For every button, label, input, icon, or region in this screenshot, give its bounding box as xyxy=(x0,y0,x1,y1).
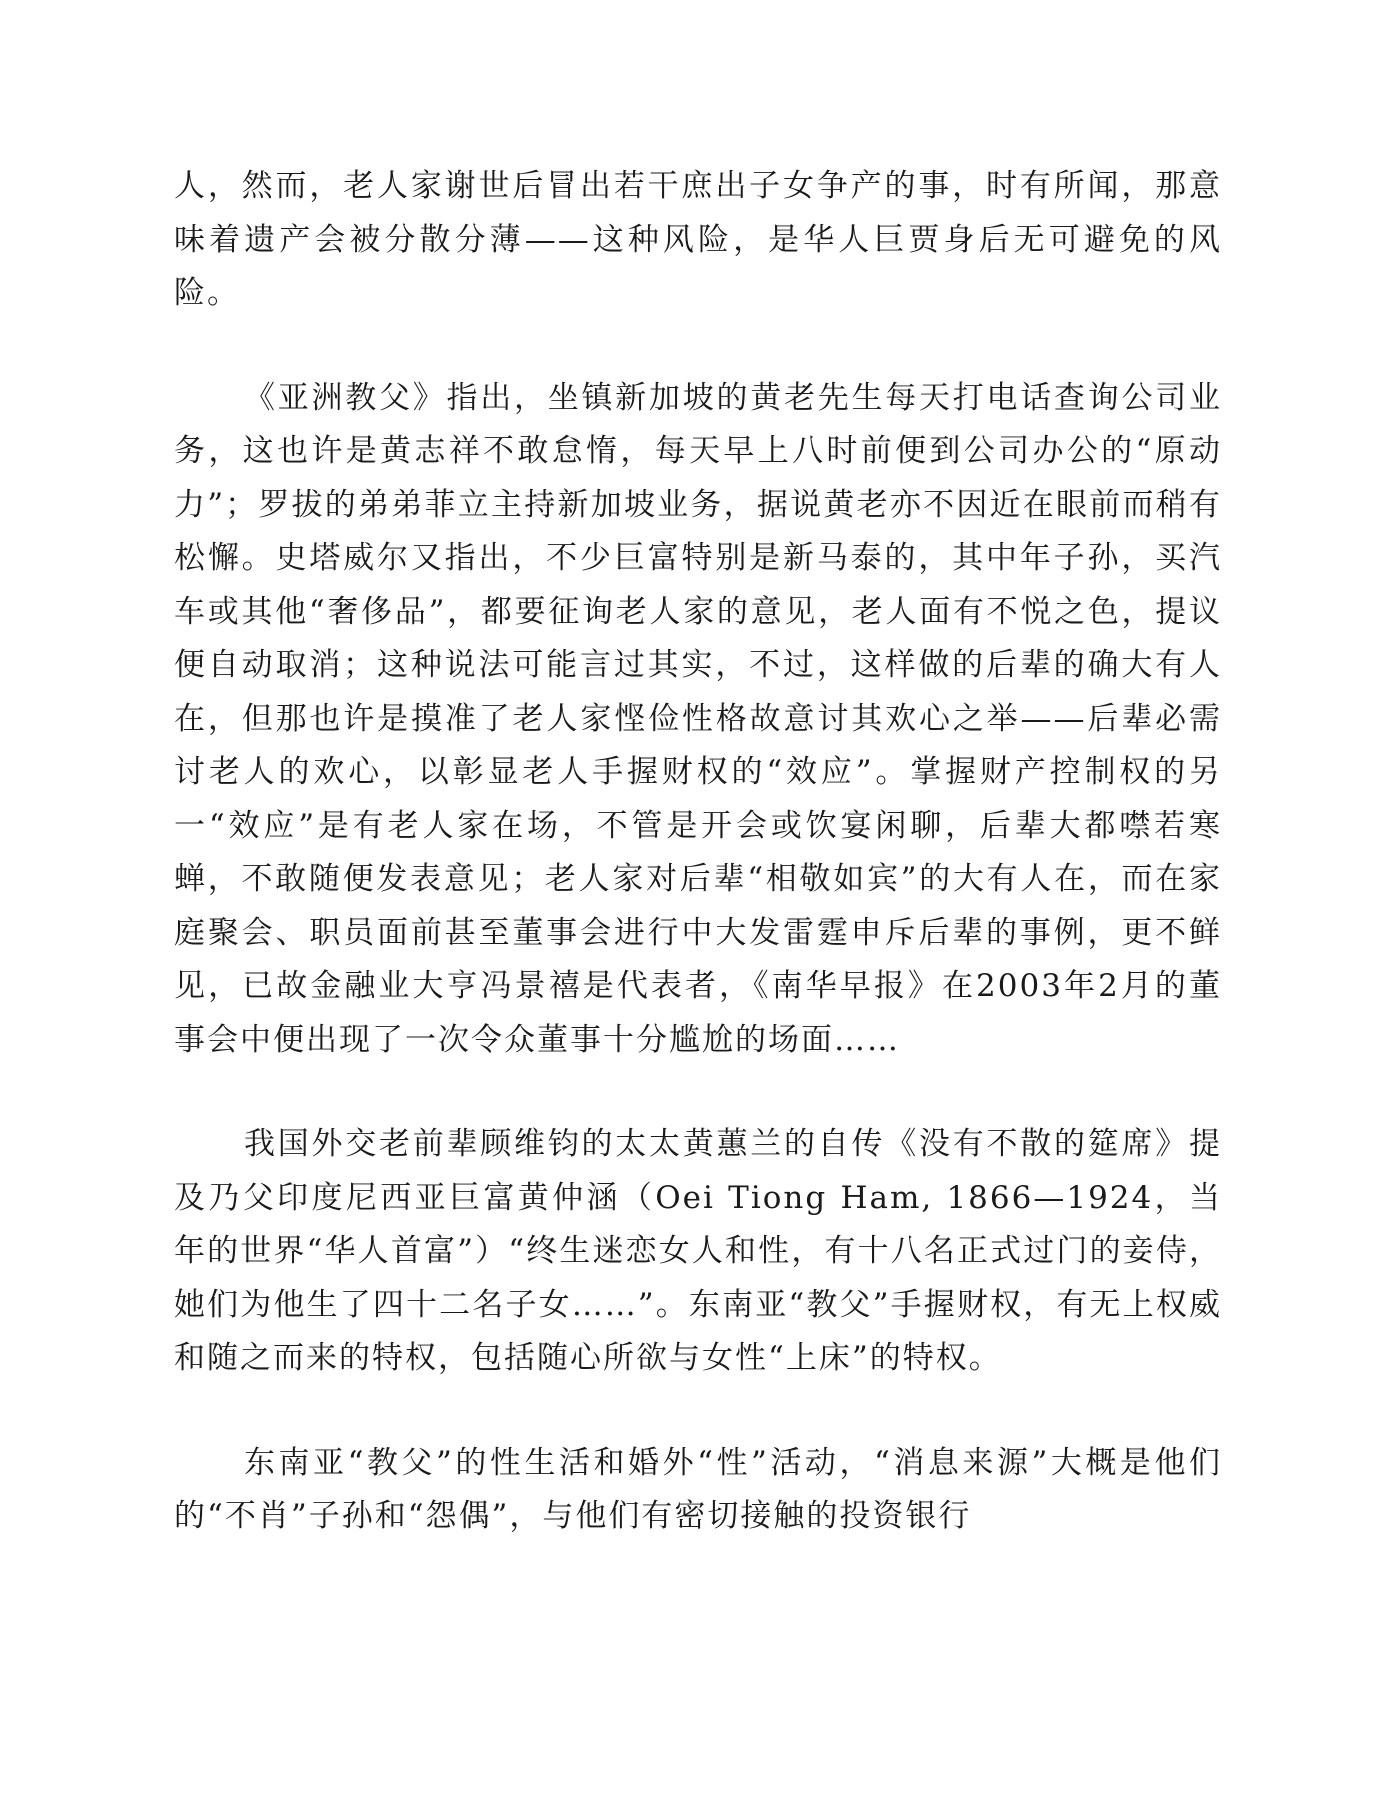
paragraph-3: 我国外交老前辈顾维钧的太太黄蕙兰的自传《没有不散的筵席》提及乃父印度尼西亚巨富黄仲涵（Oei Tiong Ham, 1866—1924，当年的世界“华人首富”）“终生迷恋女人和性，有十八名正式过门的妾侍，她们为他生了四十二名子女……”。东南亚“教父”手握财权，有无上权威和随之而来的特权，包括随心所欲与女性“上床”的特权。 xyxy=(174,1126,1222,1376)
paragraph-2: 《亚洲教父》指出，坐镇新加坡的黄老先生每天打电话查询公司业务，这也许是黄志祥不敢怠惰，每天早上八时前便到公司办公的“原动力”；罗拔的弟弟菲立主持新加坡业务，据说黄老亦不因近在眼前而稍有松懈。史塔威尔又指出，不少巨富特别是新马泰的，其中年子孙，买汽车或其他“奢侈品”，都要征询老人家的意见，老人面有不悦之色，提议便自动取消；这种说法可能言过其实，不过，这样做的后辈的确大有人在，但那也许是摸准了老人家悭俭性格故意讨其欢心之举——后辈必需讨老人的欢心，以彰显老人手握财权的“效应”。掌握财产控制权的另一“效应”是有老人家在场，不管是开会或饮宴闲聊，后辈大都噤若寒蝉，不敢随便发表意见；老人家对后辈“相敬如宾”的大有人在，而在家庭聚会、职员面前甚至董事会进行中大发雷霆申斥后辈的事例，更不鲜见，已故金融业大亨冯景禧是代表者，《南华早报》在2003年2月的董事会中便出现了一次令众董事十分尴尬的场面…… xyxy=(174,379,1222,1058)
document-page xyxy=(174,160,1222,1595)
paragraph-4: 东南亚“教父”的性生活和婚外“性”活动，“消息来源”大概是他们的“不肖”子孙和“怨偶”，与他们有密切接触的投资银行 xyxy=(174,1444,1222,1534)
paragraph-1: 人，然而，老人家谢世后冒出若干庶出子女争产的事，时有所闻，那意味着遗产会被分散分薄——这种风险，是华人巨贾身后无可避免的风险。 xyxy=(174,168,1222,311)
